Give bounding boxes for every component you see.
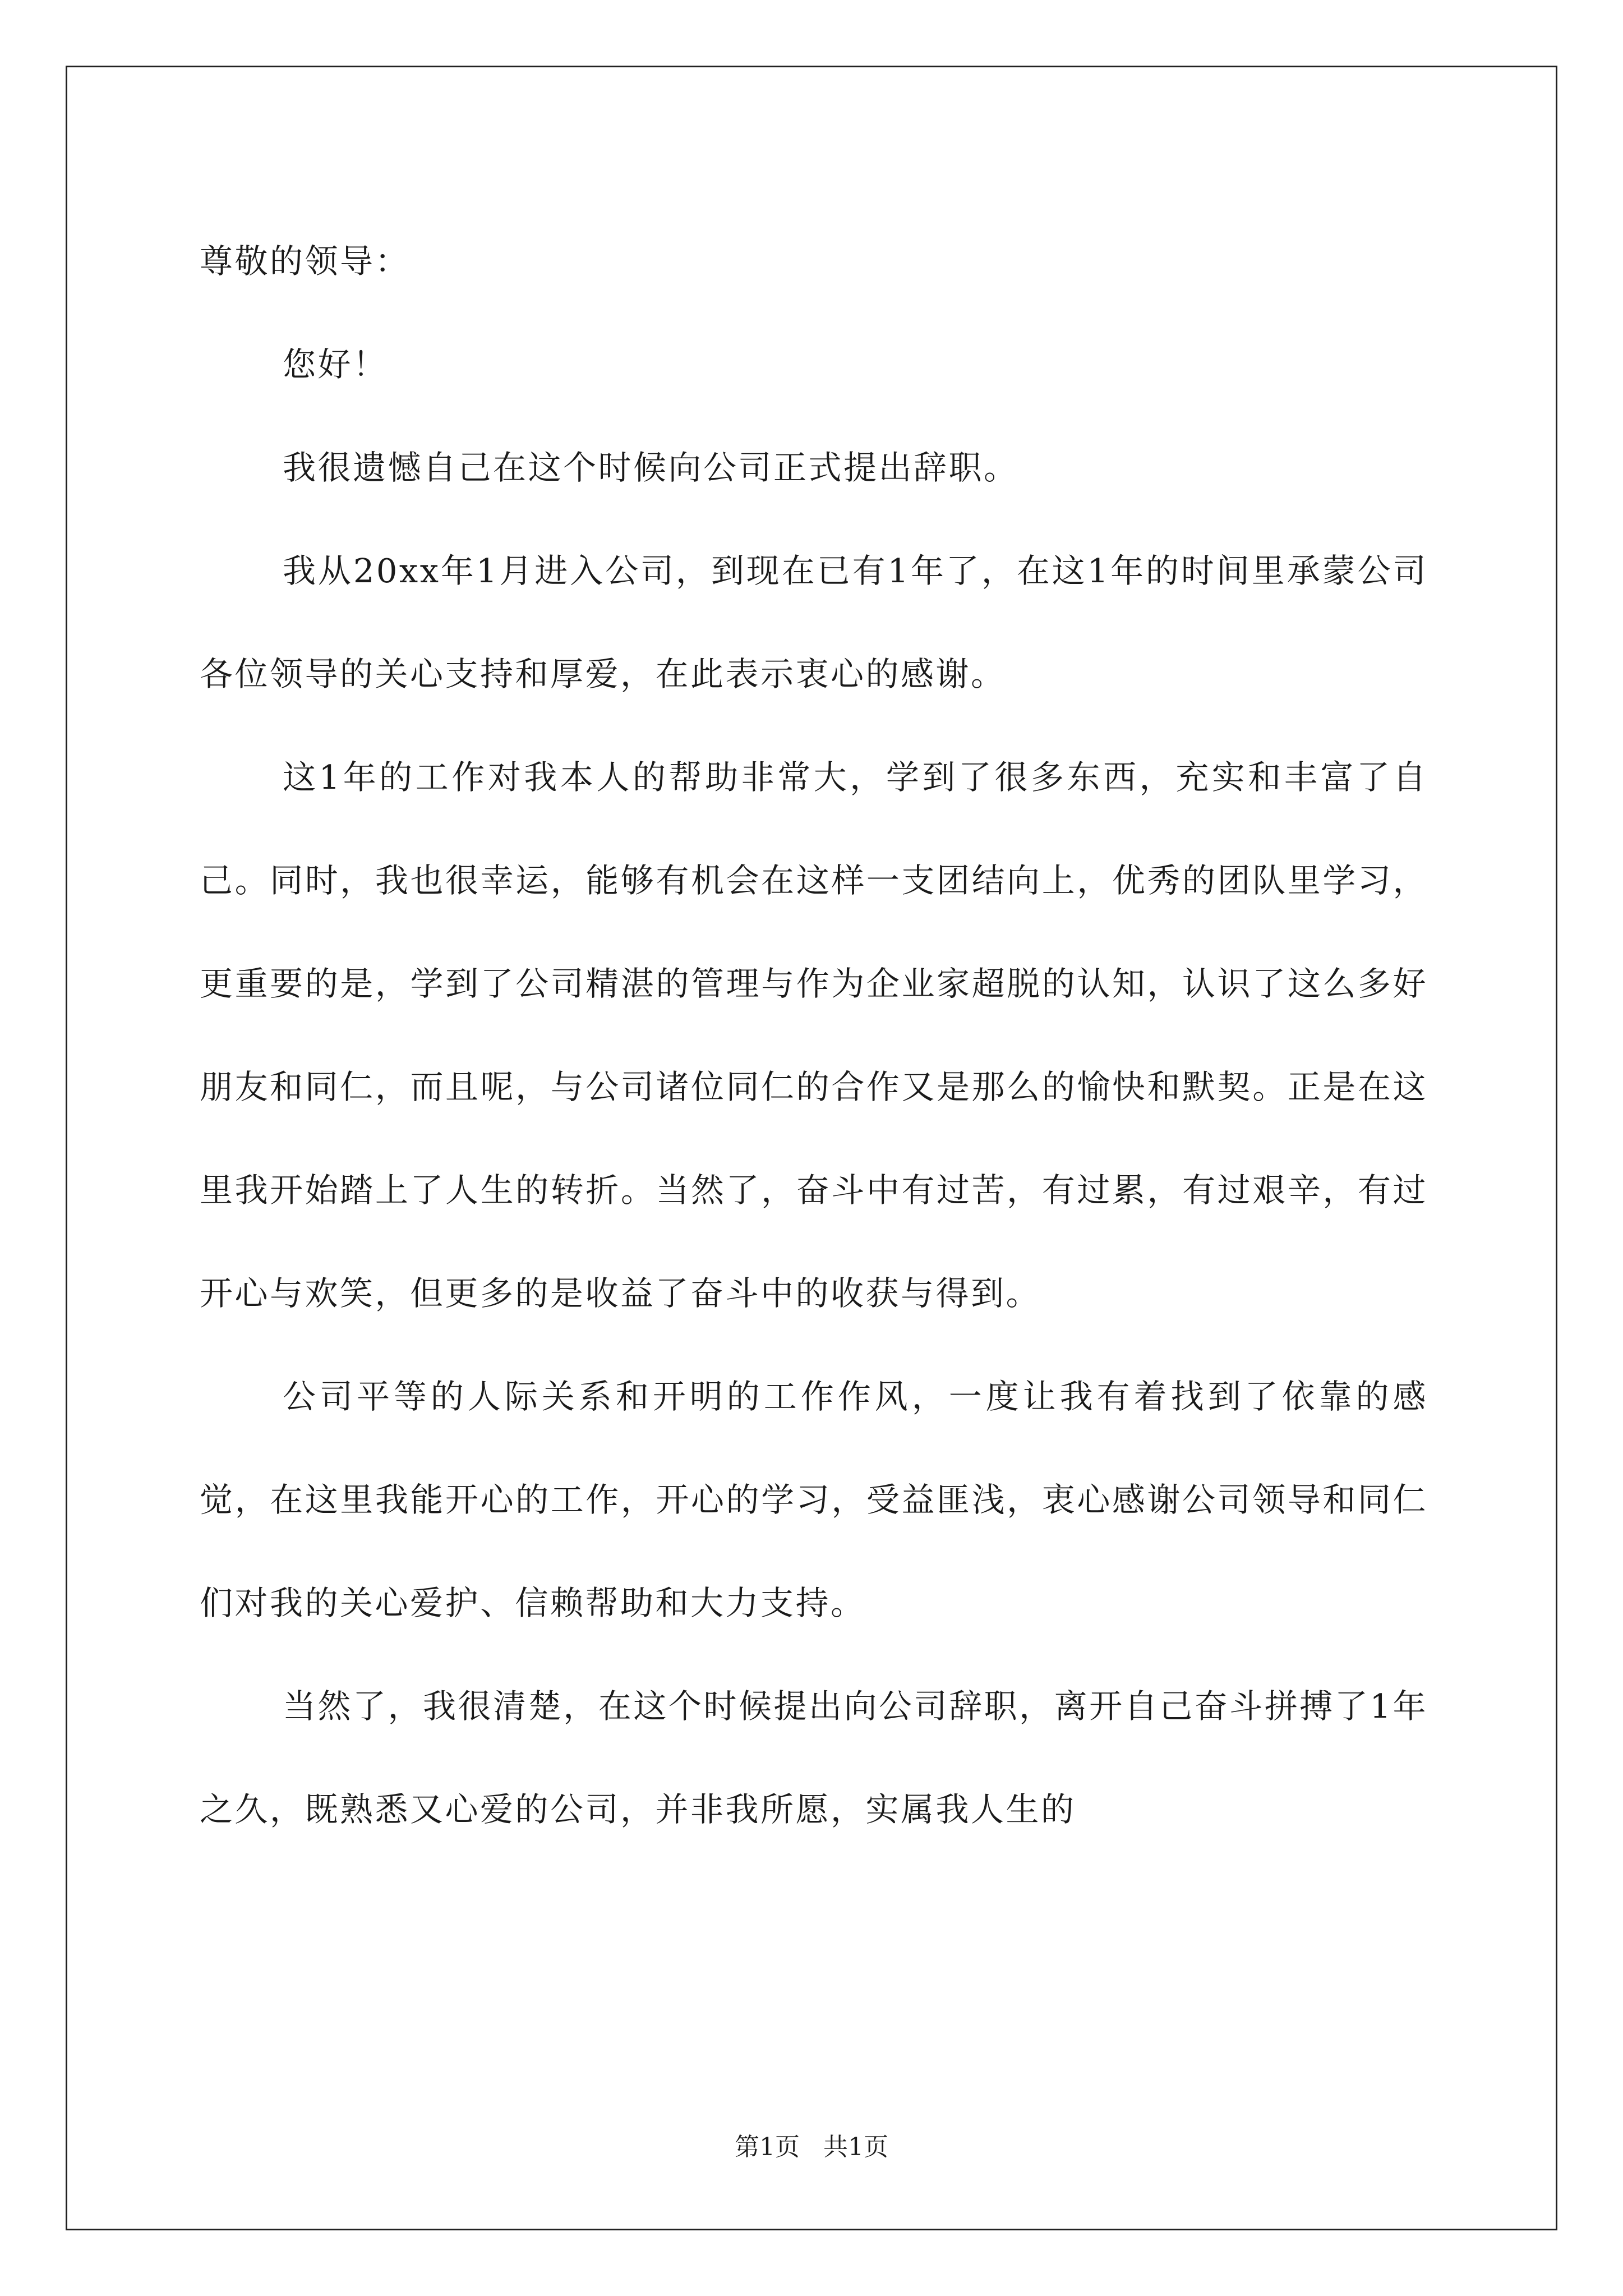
page-number-footer: 第1页 共1页 [735,2133,888,2161]
paragraph: 当然了，我很清楚，在这个时候提出向公司辞职，离开自己奋斗拼搏了1年之久，既熟悉又心爱的公司，并非我所愿，实属我人生的 [200,1687,1428,1829]
paragraph: 我从20xx年1月进入公司，到现在已有1年了，在这1年的时间里承蒙公司各位领导的关心支持和厚爱，在此表示衷心的感谢。 [200,551,1428,693]
salutation: 尊敬的领导： [200,242,411,280]
paragraph: 我很遗憾自己在这个时候向公司正式提出辞职。 [283,448,1019,487]
paragraph: 公司平等的人际关系和开明的工作作风，一度让我有着找到了依靠的感觉，在这里我能开心的工作，开心的学习，受益匪浅，衷心感谢公司领导和同仁们对我的关心爱护、信赖帮助和大力支持。 [200,1377,1428,1622]
letter-body [200,210,1428,1861]
paragraph: 这1年的工作对我本人的帮助非常大，学到了很多东西，充实和丰富了自己。同时，我也很幸运，能够有机会在这样一支团结向上，优秀的团队里学习，更重要的是，学到了公司精湛的管理与作为企业家超脱的认知，认识了这么多好朋友和同仁，而且呢，与公司诸位同仁的合作又是那么的愉快和默契。正是在这里我开始踏上了人生的转折。当然了，奋斗中有过苦，有过累，有过艰辛，有过开心与欢笑，但更多的是收益了奋斗中的收获与得到。 [200,758,1428,1313]
greeting: 您好！ [283,345,388,384]
